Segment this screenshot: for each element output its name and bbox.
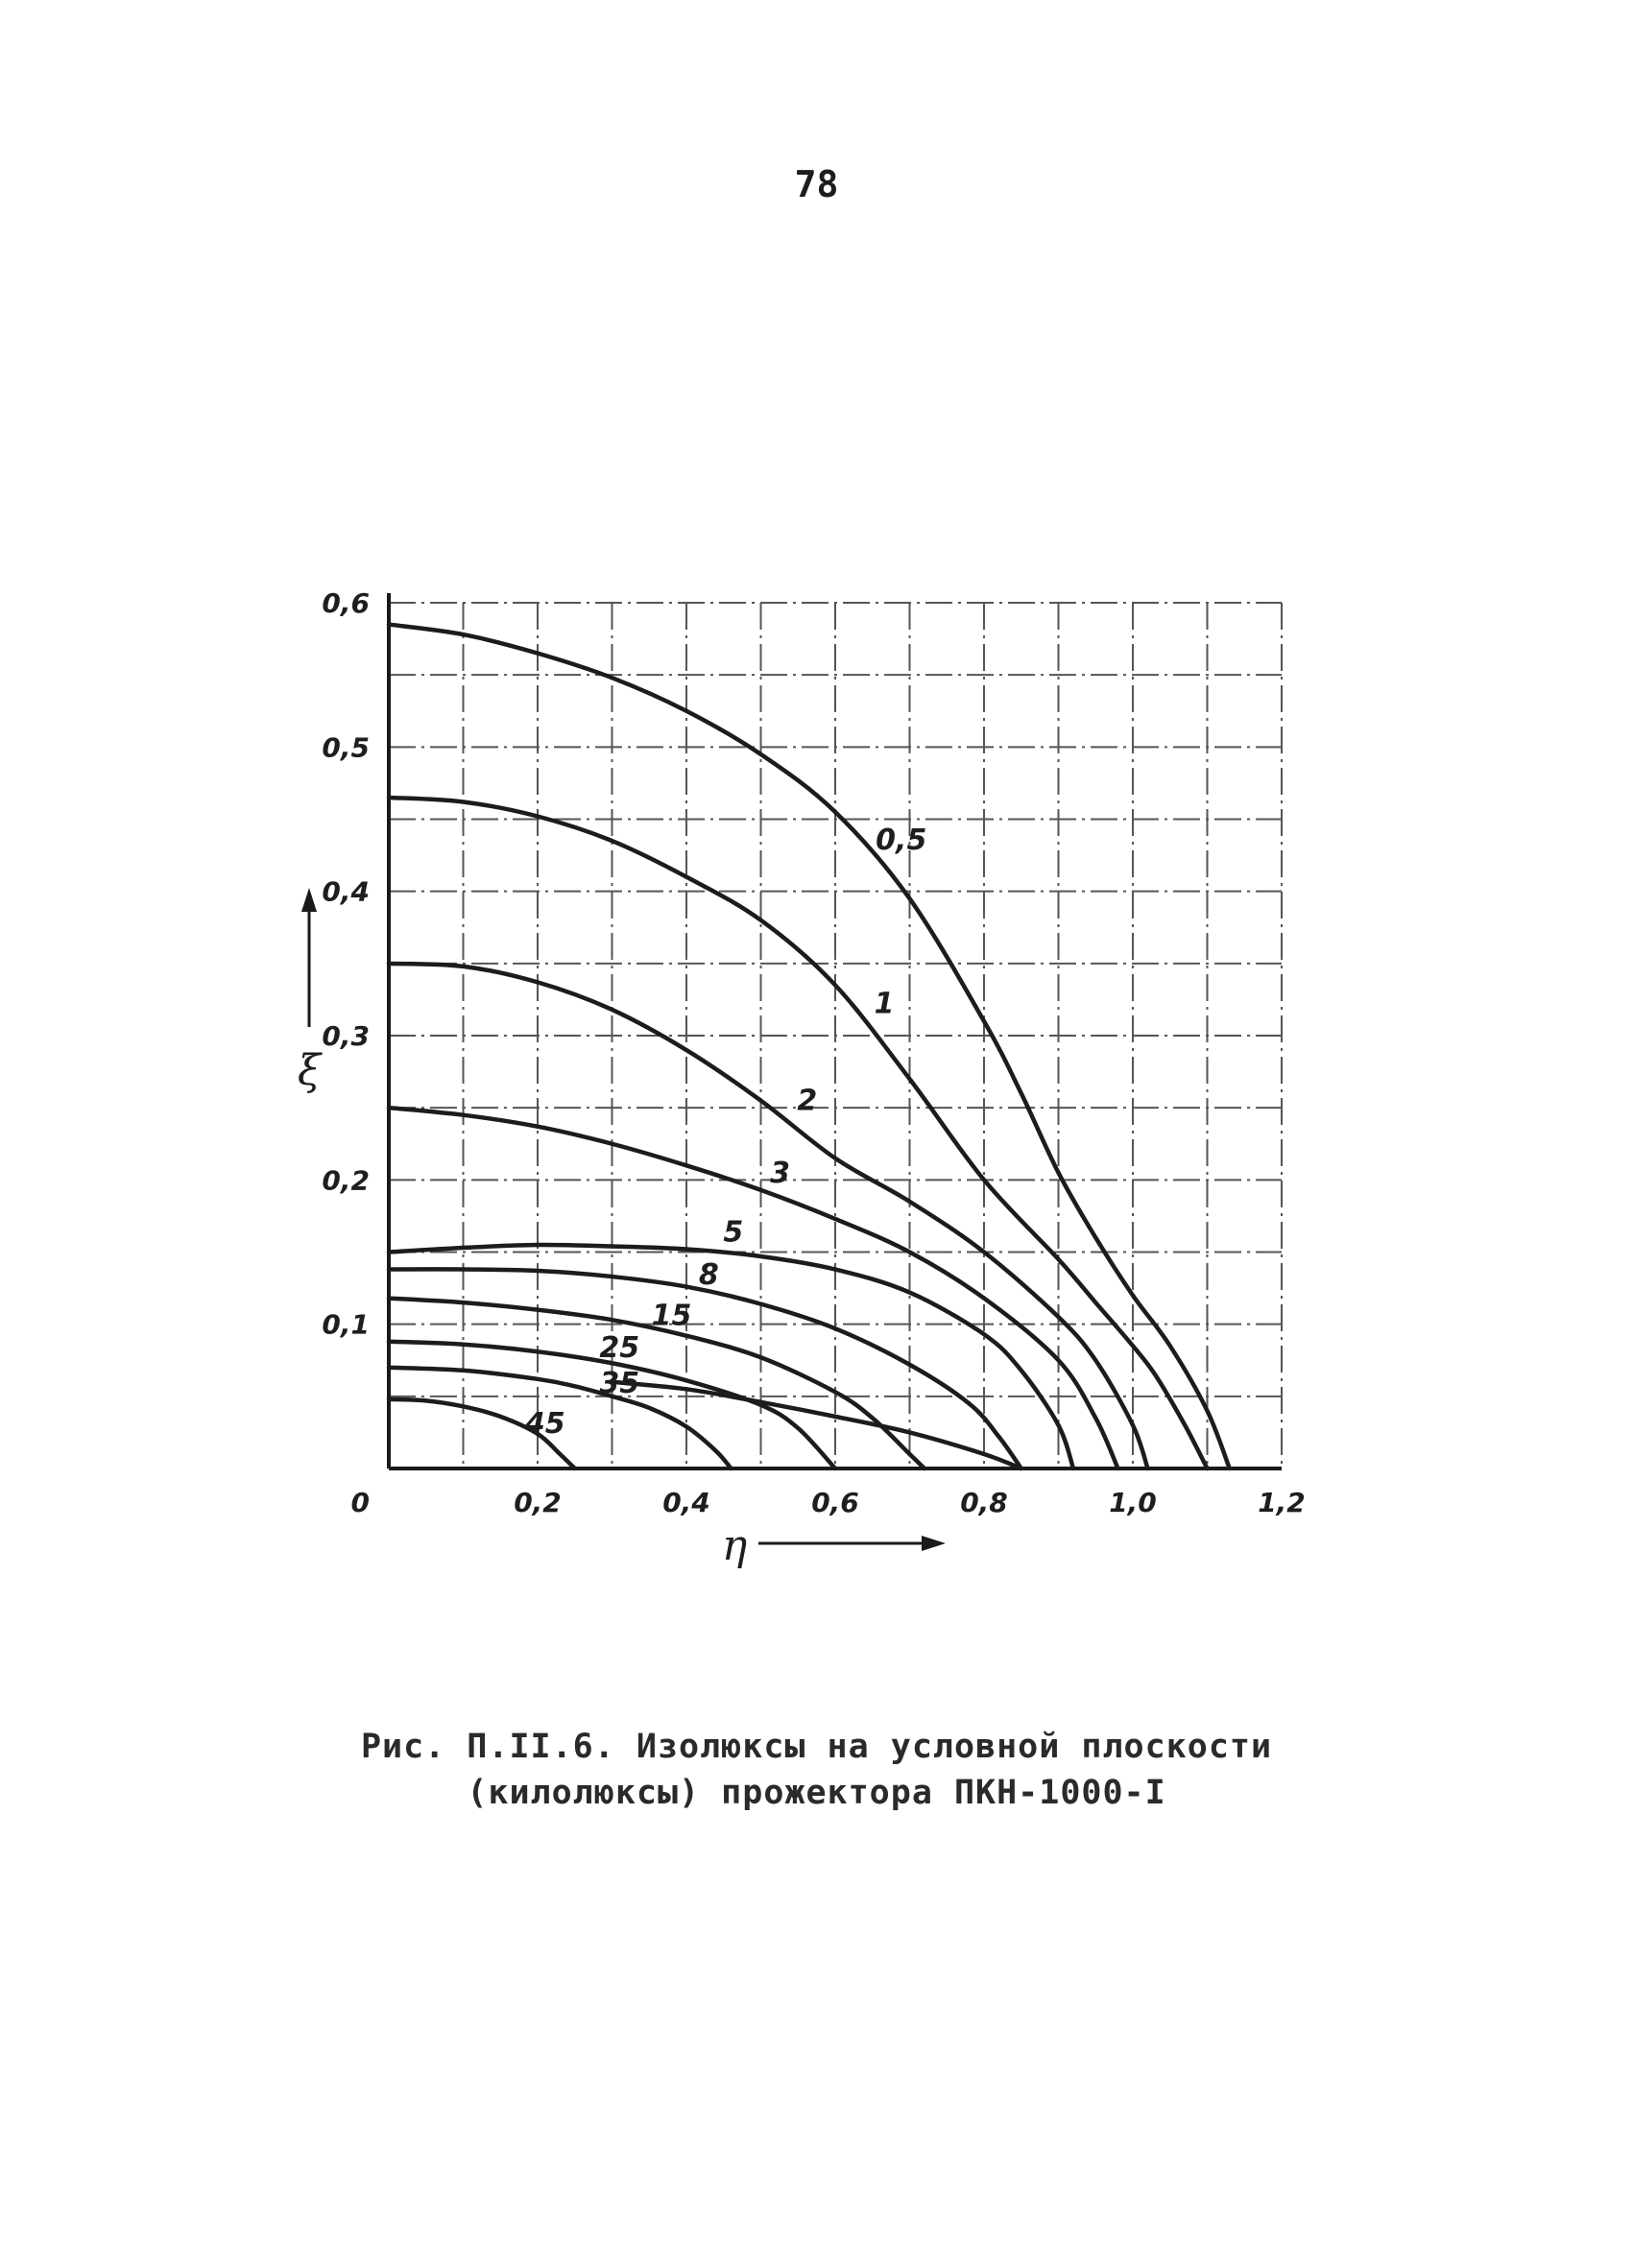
x-tick-label: 1,0	[1109, 1487, 1157, 1518]
x-axis-label: η	[721, 1521, 748, 1570]
y-axis-arrow-head	[301, 888, 317, 912]
curve-value-label: 35	[599, 1367, 640, 1401]
curves	[389, 625, 1230, 1468]
x-tick-label: 0,8	[960, 1487, 1008, 1518]
y-tick-label: 0,3	[322, 1020, 370, 1052]
isolux-curve	[389, 625, 1230, 1468]
y-tick-label: 0,5	[322, 731, 370, 764]
y-axis-label: ξ	[297, 1046, 322, 1095]
curve-value-label: 3	[770, 1156, 790, 1190]
isolux-curve	[389, 1245, 1073, 1468]
labels	[298, 587, 1306, 1570]
curve-value-label: 15	[651, 1299, 692, 1333]
x-tick-label: 0,6	[811, 1487, 859, 1518]
curve-value-label: 1	[874, 987, 895, 1021]
isolux-curve	[389, 964, 1148, 1468]
curve-value-label: 5	[723, 1215, 744, 1250]
y-tick-label: 0,1	[322, 1308, 370, 1341]
curve-value-label: 2	[797, 1084, 818, 1118]
figure-caption-line-2: (килолюксы) прожектора ПКН-1000-I	[467, 1774, 1166, 1812]
curve-value-label: 0,5	[876, 824, 927, 858]
isolux-curve	[389, 798, 1208, 1468]
x-tick-label: 0,2	[514, 1487, 562, 1518]
origin-label: 0	[350, 1487, 370, 1518]
figure-caption-line-1: Рис. П.II.6. Изолюксы на условной плоскости	[360, 1728, 1273, 1766]
x-tick-label: 0,4	[662, 1487, 710, 1518]
page-number: 78	[794, 163, 839, 205]
x-axis-arrow-head	[922, 1536, 946, 1551]
curve-value-label: 45	[524, 1406, 565, 1441]
y-tick-label: 0,4	[322, 875, 370, 908]
grid	[389, 603, 1282, 1468]
curve-value-label: 8	[698, 1257, 719, 1292]
x-tick-label: 1,2	[1258, 1487, 1306, 1518]
curve-value-label: 25	[599, 1331, 640, 1366]
y-tick-label: 0,2	[322, 1164, 370, 1197]
y-tick-label: 0,6	[322, 587, 370, 619]
